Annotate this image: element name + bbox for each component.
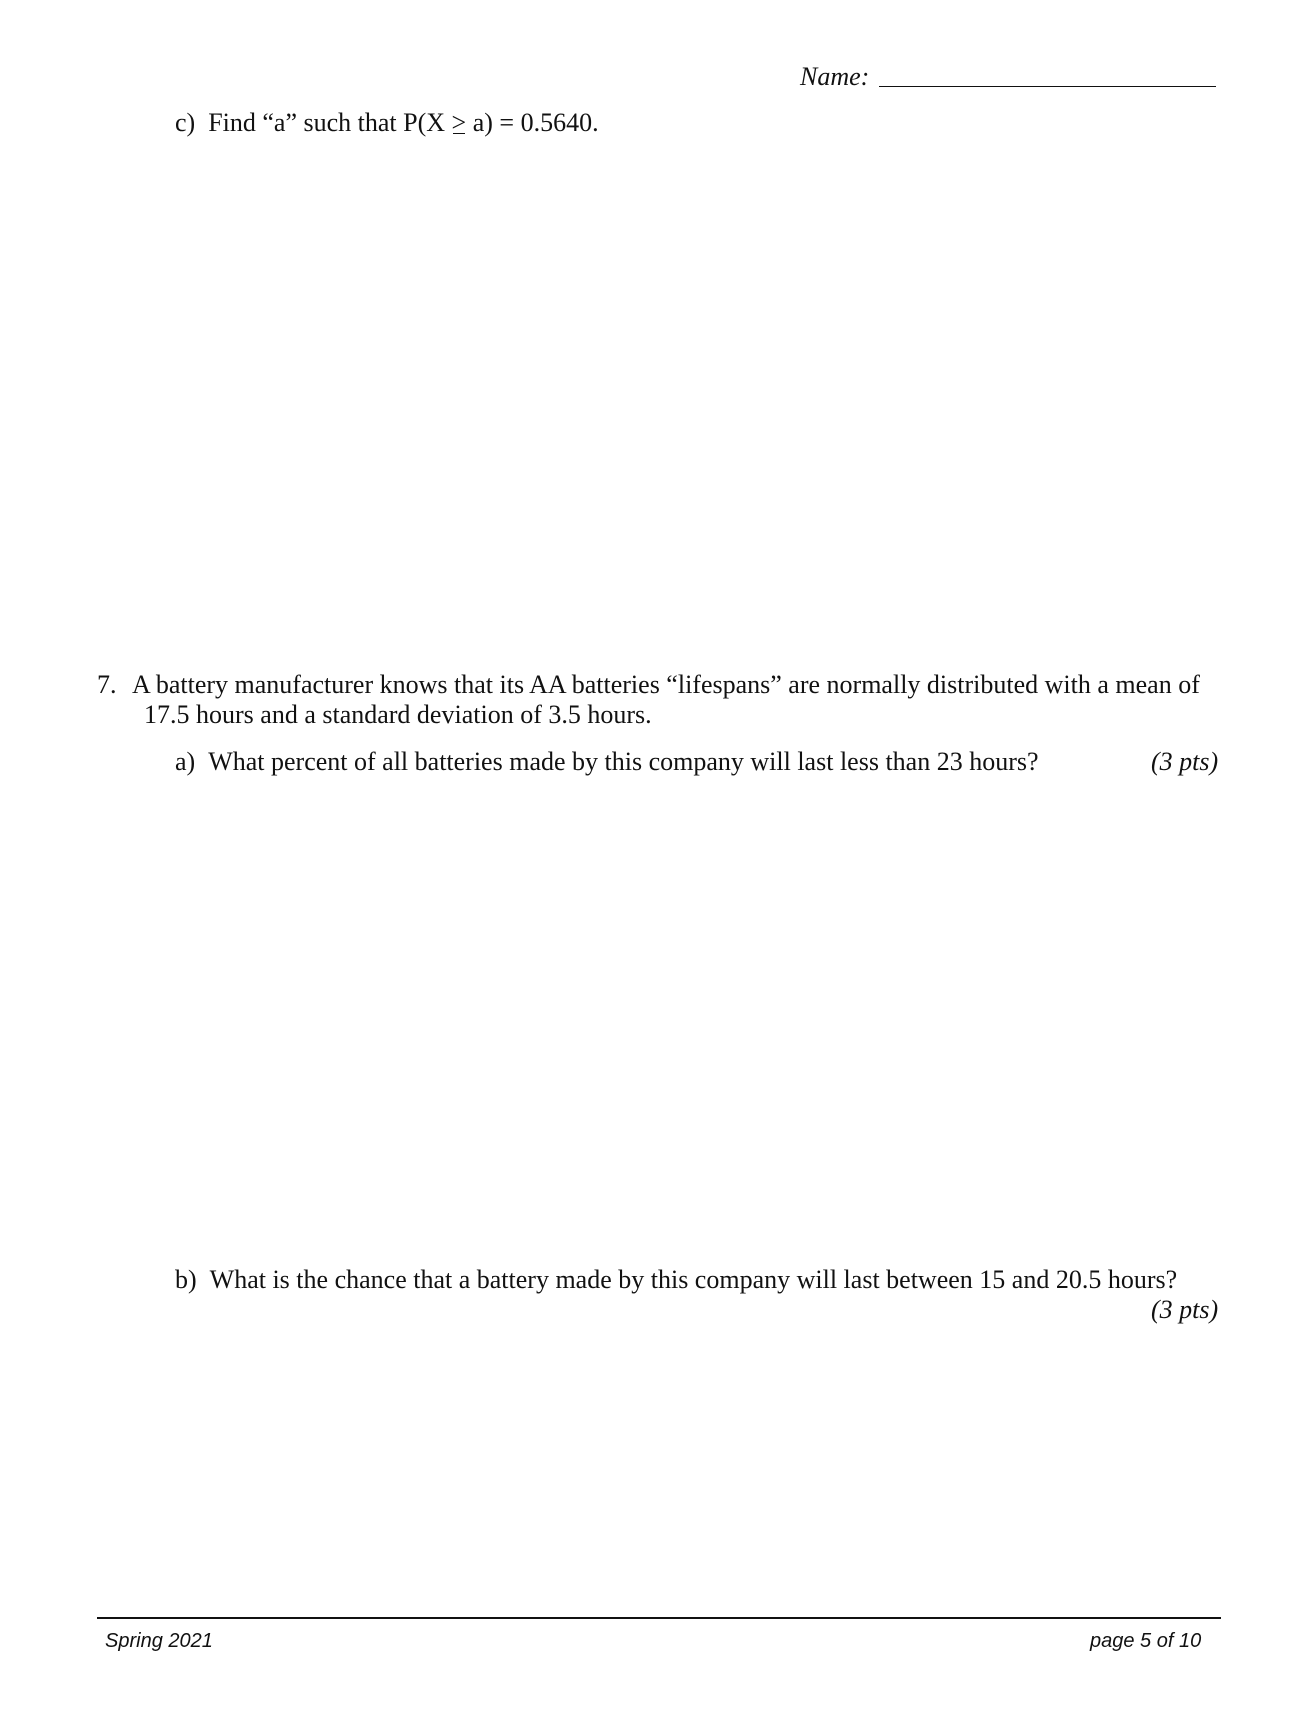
part-c-text-after: a) = 0.5640. [466, 108, 599, 137]
footer-term: Spring 2021 [105, 1630, 213, 1652]
part-c-text-before: c) Find “a” such that P(X [175, 108, 452, 137]
footer-page-number: page 5 of 10 [1090, 1630, 1202, 1652]
part-a-points: (3 pts) [1151, 747, 1219, 776]
part-b-points: (3 pts) [1151, 1295, 1219, 1324]
part-c-question [175, 108, 599, 138]
part-a-question: a) What percent of all batteries made by this company will last less than 23 hours? [175, 747, 1039, 776]
name-blank-line [879, 86, 1216, 87]
name-field [800, 62, 1216, 92]
question-7-text-line-2: 17.5 hours and a standard deviation of 3.5 hours. [144, 700, 652, 729]
question-7-text-line-1: A battery manufacturer knows that its AA batteries “lifespans” are normally distributed with a mean of [132, 670, 1200, 699]
question-7-line-1 [97, 670, 1200, 700]
question-7-number: 7. [97, 670, 117, 699]
part-b-question: b) What is the chance that a battery made by this company will last between 15 and 20.5 hours? [175, 1265, 1178, 1294]
footer-divider [97, 1617, 1221, 1619]
name-label: Name: [800, 62, 870, 91]
greater-equal-symbol: > [451, 108, 467, 137]
